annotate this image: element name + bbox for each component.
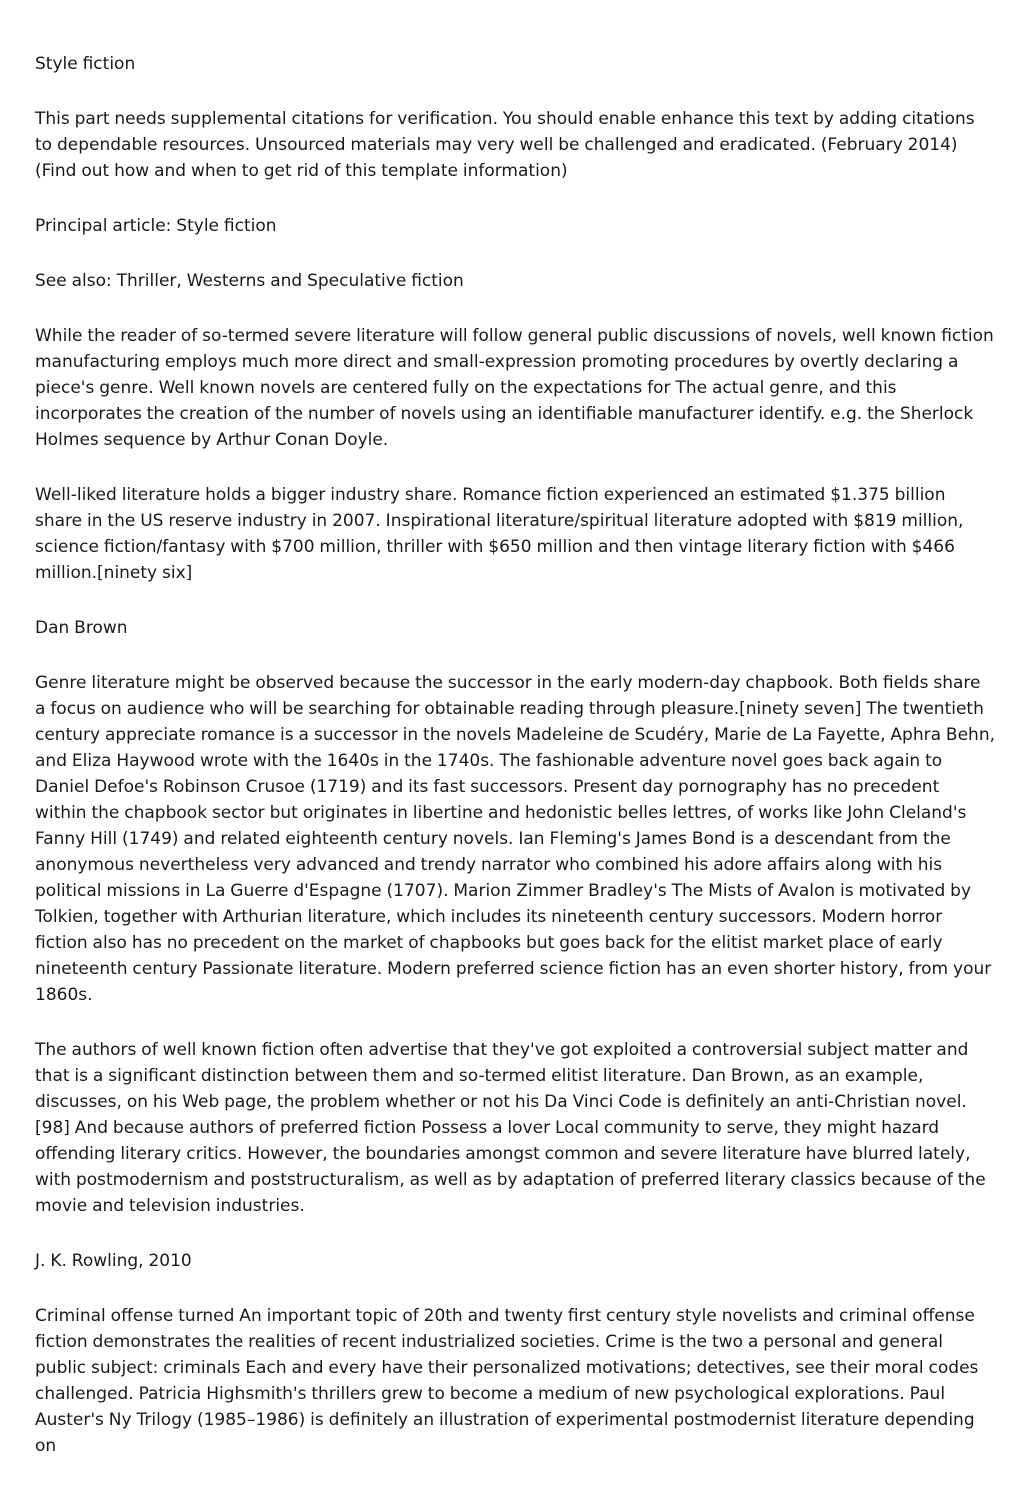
paragraph: Well-liked literature holds a bigger industry share. Romance fiction experienced an estimated $1.375 billion share in the US reserve industry in 2007. Inspirational literature/spiritual literature adopted with $819 million, science fiction/fantasy with $700 million, thriller with $650 million and then vintage literary fiction with $466 million.[ninety six]: [35, 485, 964, 583]
see-also-note: See also: Thriller, Westerns and Speculative fiction: [35, 271, 464, 291]
document-body: [35, 51, 995, 1488]
paragraph: Criminal offense turned An important topic of 20th and twenty first century style novelists and criminal offense fiction demonstrates the realities of recent industrialized societies. Crime is the two a personal and general public subject: criminals Each and every have their personalized motivations; detectives, see their moral codes challenged. Patricia Highsmith's thrillers grew to become a medium of new psychological explorations. Paul Auster's Ny Trilogy (1985–1986) is definitely an illustration of experimental postmodernist literature depending on: [35, 1306, 979, 1456]
citation-notice: This part needs supplemental citations for verification. You should enable enhance this text by adding citations to dependable resources. Unsourced materials may very well be challenged and eradicated. (February 2014) (Find out how and when to get rid of this template information): [35, 109, 975, 181]
principal-article-note: Principal article: Style fiction: [35, 216, 277, 236]
image-caption: Dan Brown: [35, 618, 128, 638]
section-heading: Style fiction: [35, 54, 136, 74]
image-caption: J. K. Rowling, 2010: [35, 1251, 192, 1271]
paragraph: The authors of well known fiction often advertise that they've got exploited a controversial subject matter and that is a significant distinction between them and so-termed elitist literature. Dan Brown, as an example, discusses, on his Web page, the problem whether or not his Da Vinci Code is definitely an anti-Christian novel.[98] And because authors of preferred fiction Possess a lover Local community to serve, they might hazard offending literary critics. However, the boundaries amongst common and severe literature have blurred lately, with postmodernism and poststructuralism, as well as by adaptation of preferred literary classics because of the movie and television industries.: [35, 1040, 986, 1216]
paragraph: While the reader of so-termed severe literature will follow general public discussions of novels, well known fiction manufacturing employs much more direct and small-expression promoting procedures by overtly declaring a piece's genre. Well known novels are centered fully on the expectations for The actual genre, and this incorporates the creation of the number of novels using an identifiable manufacturer identify. e.g. the Sherlock Holmes sequence by Arthur Conan Doyle.: [35, 326, 994, 450]
paragraph: Genre literature might be observed because the successor in the early modern-day chapbook. Both fields share a focus on audience who will be searching for obtainable reading through pleasure.[ninety seven] The twentieth century appreciate romance is a successor in the novels Madeleine de Scudéry, Marie de La Fayette, Aphra Behn, and Eliza Haywood wrote with the 1640s in the 1740s. The fashionable adventure novel goes back again to Daniel Defoe's Robinson Crusoe (1719) and its fast successors. Present day pornography has no precedent within the chapbook sector but originates in libertine and hedonistic belles lettres, of works like John Cleland's Fanny Hill (1749) and related eighteenth century novels. Ian Fleming's James Bond is a descendant from the anonymous nevertheless very advanced and trendy narrator who combined his adore affairs along with his political missions in La Guerre d'Espagne (1707). Marion Zimmer Bradley's The Mists of Avalon is motivated by Tolkien, together with Arthurian literature, which includes its nineteenth century successors. Modern horror fiction also has no precedent on the market of chapbooks but goes back for the elitist market place of early nineteenth century Passionate literature. Modern preferred science fiction has an even shorter history, from your 1860s.: [35, 673, 996, 1005]
